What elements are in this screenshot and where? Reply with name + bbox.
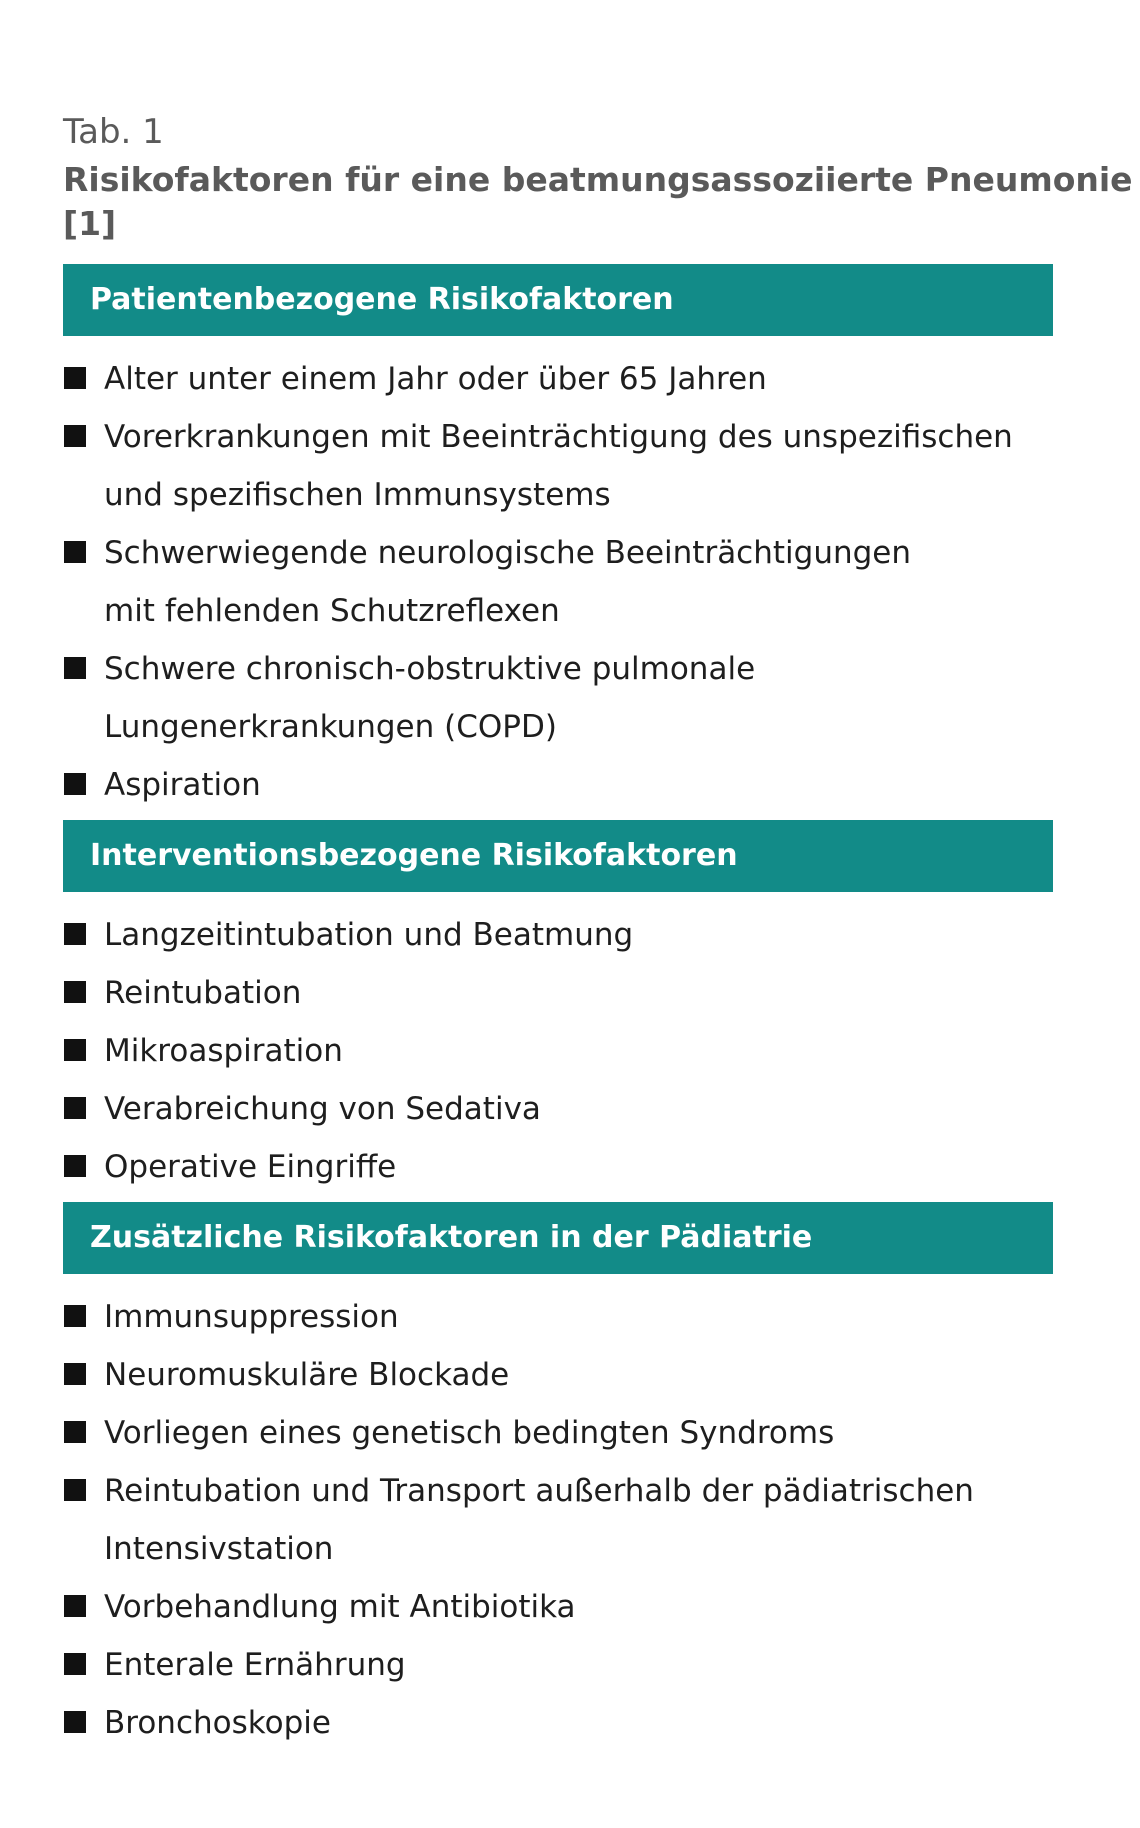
list-item [63, 408, 1053, 524]
list-item [63, 906, 1053, 964]
section-header: Patientenbezogene Risikofaktoren [63, 264, 1053, 336]
square-bullet-icon [64, 1653, 86, 1675]
list-item-text: Aspiration [104, 767, 261, 803]
square-bullet-icon [64, 981, 86, 1003]
square-bullet-icon [64, 1305, 86, 1327]
list-item [63, 1462, 1053, 1578]
list-item-text: Schwerwiegende neurologische Beeinträchtigungen mit fehlenden Schutzreflexen [104, 535, 912, 629]
list-item-text: Verabreichung von Sedativa [104, 1091, 541, 1127]
list-item [63, 1022, 1053, 1080]
square-bullet-icon [64, 1363, 86, 1385]
list-item [63, 1636, 1053, 1694]
square-bullet-icon [64, 923, 86, 945]
table-label: Tab. 1 [63, 112, 164, 152]
section-header: Zusätzliche Risikofaktoren in der Pädiatrie [63, 1202, 1053, 1274]
list-item-text: Vorbehandlung mit Antibiotika [104, 1589, 576, 1625]
list-item-text: Reintubation und Transport außerhalb der pädiatrischen Intensivstation [104, 1473, 974, 1567]
square-bullet-icon [64, 1421, 86, 1443]
square-bullet-icon [64, 1039, 86, 1061]
list-item [63, 1138, 1053, 1196]
square-bullet-icon [64, 773, 86, 795]
list-item-text: Vorliegen eines genetisch bedingten Syndroms [104, 1415, 835, 1451]
list-item [63, 350, 1053, 408]
list-item-text: Langzeitintubation und Beatmung [104, 917, 634, 953]
list-item-text: Reintubation [104, 975, 302, 1011]
list-item-text: Enterale Ernährung [104, 1647, 406, 1683]
list-item-text: Bronchoskopie [104, 1705, 331, 1741]
square-bullet-icon [64, 425, 86, 447]
square-bullet-icon [64, 1595, 86, 1617]
risk-factor-list [63, 892, 1053, 1202]
list-item [63, 524, 1053, 640]
list-item-text: Vorerkrankungen mit Beeinträchtigung des unspezifischen und spezifischen Immunsystems [104, 419, 1013, 513]
square-bullet-icon [64, 367, 86, 389]
square-bullet-icon [64, 1479, 86, 1501]
list-item [63, 1694, 1053, 1752]
square-bullet-icon [64, 657, 86, 679]
list-item-text: Immunsuppression [104, 1299, 399, 1335]
list-item [63, 640, 1053, 756]
section-patient-risk-factors [63, 264, 1053, 820]
square-bullet-icon [64, 1097, 86, 1119]
section-header: Interventionsbezogene Risikofaktoren [63, 820, 1053, 892]
list-item [63, 1578, 1053, 1636]
list-item [63, 1080, 1053, 1138]
list-item [63, 1346, 1053, 1404]
section-pediatric-risk-factors [63, 1202, 1053, 1758]
list-item [63, 1288, 1053, 1346]
square-bullet-icon [64, 1155, 86, 1177]
list-item [63, 756, 1053, 814]
list-item-text: Alter unter einem Jahr oder über 65 Jahren [104, 361, 767, 397]
square-bullet-icon [64, 541, 86, 563]
list-item-text: Neuromuskuläre Blockade [104, 1357, 510, 1393]
square-bullet-icon [64, 1711, 86, 1733]
list-item [63, 964, 1053, 1022]
table-title: Risikofaktoren für eine beatmungsassoziierte Pneumonie [1] [63, 160, 1133, 243]
list-item-text: Operative Eingriffe [104, 1149, 397, 1185]
list-item-text: Mikroaspiration [104, 1033, 343, 1069]
list-item [63, 1404, 1053, 1462]
section-intervention-risk-factors [63, 820, 1053, 1202]
risk-factor-list [63, 336, 1053, 820]
risk-factor-list [63, 1274, 1053, 1758]
list-item-text: Schwere chronisch-obstruktive pulmonale Lungenerkrankungen (COPD) [104, 651, 756, 745]
